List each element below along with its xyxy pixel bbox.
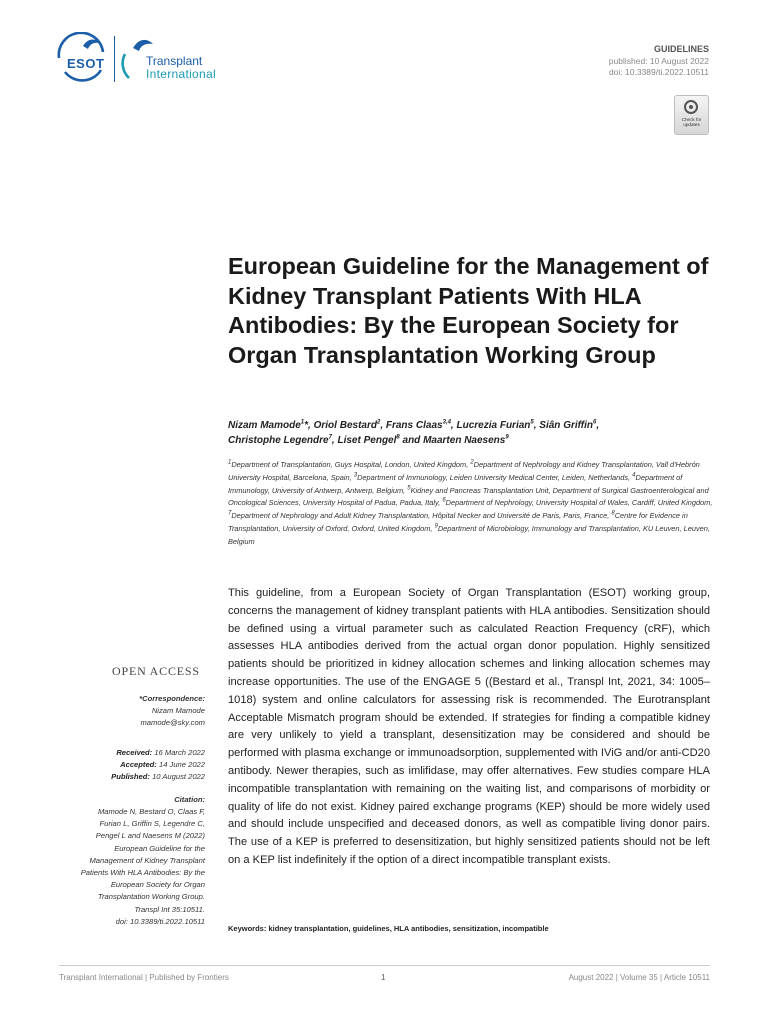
author-name[interactable]: Siân Griffin — [539, 420, 594, 431]
author-name[interactable]: Nizam Mamode — [228, 420, 301, 431]
author-name[interactable]: Oriol Bestard — [313, 420, 377, 431]
author-name[interactable]: Lucrezia Furian — [456, 420, 531, 431]
affiliation-item: Department of Microbiology, Immunology and Transplantation, KU Leuven, Leuven, Belgium — [228, 523, 710, 546]
author-name[interactable]: Frans Claas — [385, 420, 443, 431]
keywords — [228, 924, 718, 933]
affiliation-item: Department of Nephrology and Adult Kidney Transplantation, Hôpital Necker and Université de Paris, Paris, France, — [231, 511, 610, 521]
author-affil-sup: 1 — [300, 419, 305, 426]
received-date: 16 March 2022 — [154, 748, 205, 757]
affiliation-item: Department of Immunology, Leiden University Medical Center, Leiden, Netherlands, — [357, 472, 631, 482]
citation-label: Citation: — [174, 795, 205, 804]
logo-divider — [114, 36, 115, 82]
check-for-updates-button[interactable] — [674, 95, 709, 135]
abstract: This guideline, from a European Society of Organ Transplantation (ESOT) working group, concerns the management of kidney transplant patients with HLA antibodies. Sensitization should be defined using a virtual parameter such as calculated Reaction Frequency (cRF), which assesses HLA antibodies derived from the actual organ donor population. Highly sensitized patients should be prioritized in kidney allocation schemes and linking allocation schemes may increase opportunities. The use of the ENGAGE 5 ((Bestard et al., Transpl Int, 2021, 34: 1005–1018) system and online calculators for assessing risk is recommended. The Eurotransplant Acceptable Mismatch program should be extended. If strategies for finding a compatible kidney are very unlikely to yield a transplant, desensitization may be considered and should be performed with plasma exchange or immunoadsorption, supplemented with IViG and/or anti-CD20 antibody. Newer therapies, such as imlifidase, may offer alternatives. Few studies compare HLA incompatible transplantation with remaining on the waiting list, and comparisons of morbidity or quality of life do not exist. Kidney paired exchange programs (KEP) should be more widely used and should include unspecified and deceased donors, as well as compatible living donor pairs. The use of a KEP is preferred to desensitization, but highly sensitized patients should not be left on a KEP list indefinitely if the option of a direct incompatible transplant exists. — [228, 587, 710, 866]
affiliation-item: Kidney and Pancreas Transplantation Unit, Department of Surgical Gastroenterological and Oncological Sciences, University Hospital of Padua, Padua, Italy, — [228, 485, 709, 508]
affiliation-item: Department of Nephrology and Kidney Transplantation, Vall d'Hebrón University Hospital, Barcelona, Spain, — [228, 460, 700, 482]
accepted-label: Accepted: — [120, 760, 157, 770]
footer-divider — [59, 965, 710, 966]
correspondence-name: Nizam Mamode — [151, 706, 205, 715]
published-date: published: 10 August 2022 — [608, 56, 709, 66]
keywords-label: Keywords: — [228, 924, 267, 933]
footer-issue: August 2022 | Volume 35 | Article 10511 — [568, 973, 710, 982]
and-word: and — [402, 435, 421, 446]
author-affil-sup: 3,4 — [442, 419, 451, 426]
author-name[interactable]: Maarten Naesens — [423, 435, 506, 446]
affiliation-item: Centre for Evidence in Transplantation, University of Oxford, Oxford, United Kingdom, — [228, 511, 688, 533]
author-affil-sup: 9 — [505, 434, 509, 441]
journal-name-line1: Transplant — [146, 54, 203, 68]
author-affil-sup: 2 — [376, 419, 381, 426]
accepted-date: 14 June 2022 — [158, 760, 205, 770]
page-number: 1 — [381, 973, 386, 982]
corresponding-mark: * — [304, 420, 309, 431]
author-name[interactable]: Christophe Legendre — [228, 435, 329, 446]
article-title: European Guideline for the Management of Kidney Transplant Patients With HLA Antibodies: By the European Society for Organ Transplantation Working Group — [228, 253, 709, 368]
check-updates-label: Check for updates — [681, 117, 702, 127]
journal-name-line2: International — [146, 67, 216, 81]
received-label: Received: — [116, 748, 153, 757]
citation-text: Mamode N, Bestard O, Claas F, Furian L, Griffin S, Legendre C, Pengel L and Naesens M (2022) European Guideline for the Management of Kidney Transplant Patients With HLA Antibodies: By the European Society for Organ Transplantation Working Group. Transpl Int 35:10511. doi: 10.3389/ti.2022.10511 — [45, 806, 205, 928]
author-affil-sup: 6 — [593, 419, 597, 426]
article-type: GUIDELINES — [653, 44, 709, 54]
affiliation-item: Department of Transplantation, Guys Hospital, London, United Kingdom, — [231, 460, 469, 469]
esot-logo-text: ESOT — [67, 56, 105, 71]
author-affil-sup: 7 — [328, 434, 332, 441]
article-dates — [45, 747, 205, 784]
check-updates-icon — [684, 100, 698, 114]
published-label: Published: — [111, 772, 150, 782]
article-doi[interactable]: doi: 10.3389/ti.2022.10511 — [608, 67, 709, 77]
author-affil-sup: 8 — [396, 434, 400, 441]
affiliation-item: Department of Immunology, University of Antwerp, Antwerp, Belgium, — [228, 472, 683, 495]
published-date-side: 10 August 2022 — [152, 772, 205, 782]
keywords-text: kidney transplantation, guidelines, HLA antibodies, sensitization, incompatible — [268, 924, 549, 933]
author-affil-sup: 5 — [530, 419, 534, 426]
footer-journal: Transplant International | Published by Frontiers — [59, 973, 229, 982]
author-list: Nizam Mamode$^1$*, Oriol Bestard$^2$, Frans Claas$^{3,4}$, Lucrezia Furian$^5$, Siân Griffin$^6$, Christophe Legendre$^7$, Liset Pengel$^8$ and Maarten Naesens$^9$ — [228, 419, 600, 446]
correspondence-label: *Correspondence: — [139, 694, 205, 703]
affiliation-item: Department of Nephrology, University Hospital of Wales, Cardiff, United Kingdom, — [445, 498, 713, 508]
citation-doi[interactable]: doi: 10.3389/ti.2022.10511 — [115, 916, 205, 926]
author-name[interactable]: Liset Pengel — [337, 435, 397, 446]
open-access-label: OPEN ACCESS — [112, 664, 200, 678]
affiliations: $^1$Department of Transplantation, Guys Hospital, London, United Kingdom, $^2$Department of Nephrology and Kidney Transplantation, Vall d'Hebrón University Hospital, Barcelona, Spain, $^3$Department of Immunology, Leiden University Medical Center, Leiden, Netherlands, $^4$Department of Immunology, University of Antwerp, Antwerp, Belgium, $^5$Kidney and Pancreas Transplantation Unit, Department of Surgical Gastroenterological and Oncological Sciences, University Hospital of Padua, Padua, Italy, $^6$Department of Nephrology, University Hospital of Wales, Cardiff, United Kingdom, $^7$Department of Nephrology and Adult Kidney Transplantation, Hôpital Necker and Université de Paris, Paris, France, $^8$Centre for Evidence in Transplantation, University of Oxford, Oxford, United Kingdom, $^9$Department of Microbiology, Immunology and Transplantation, KU Leuven, Leuven, Belgium — [228, 459, 713, 546]
correspondence-email[interactable]: mamode@sky.com — [140, 718, 205, 727]
